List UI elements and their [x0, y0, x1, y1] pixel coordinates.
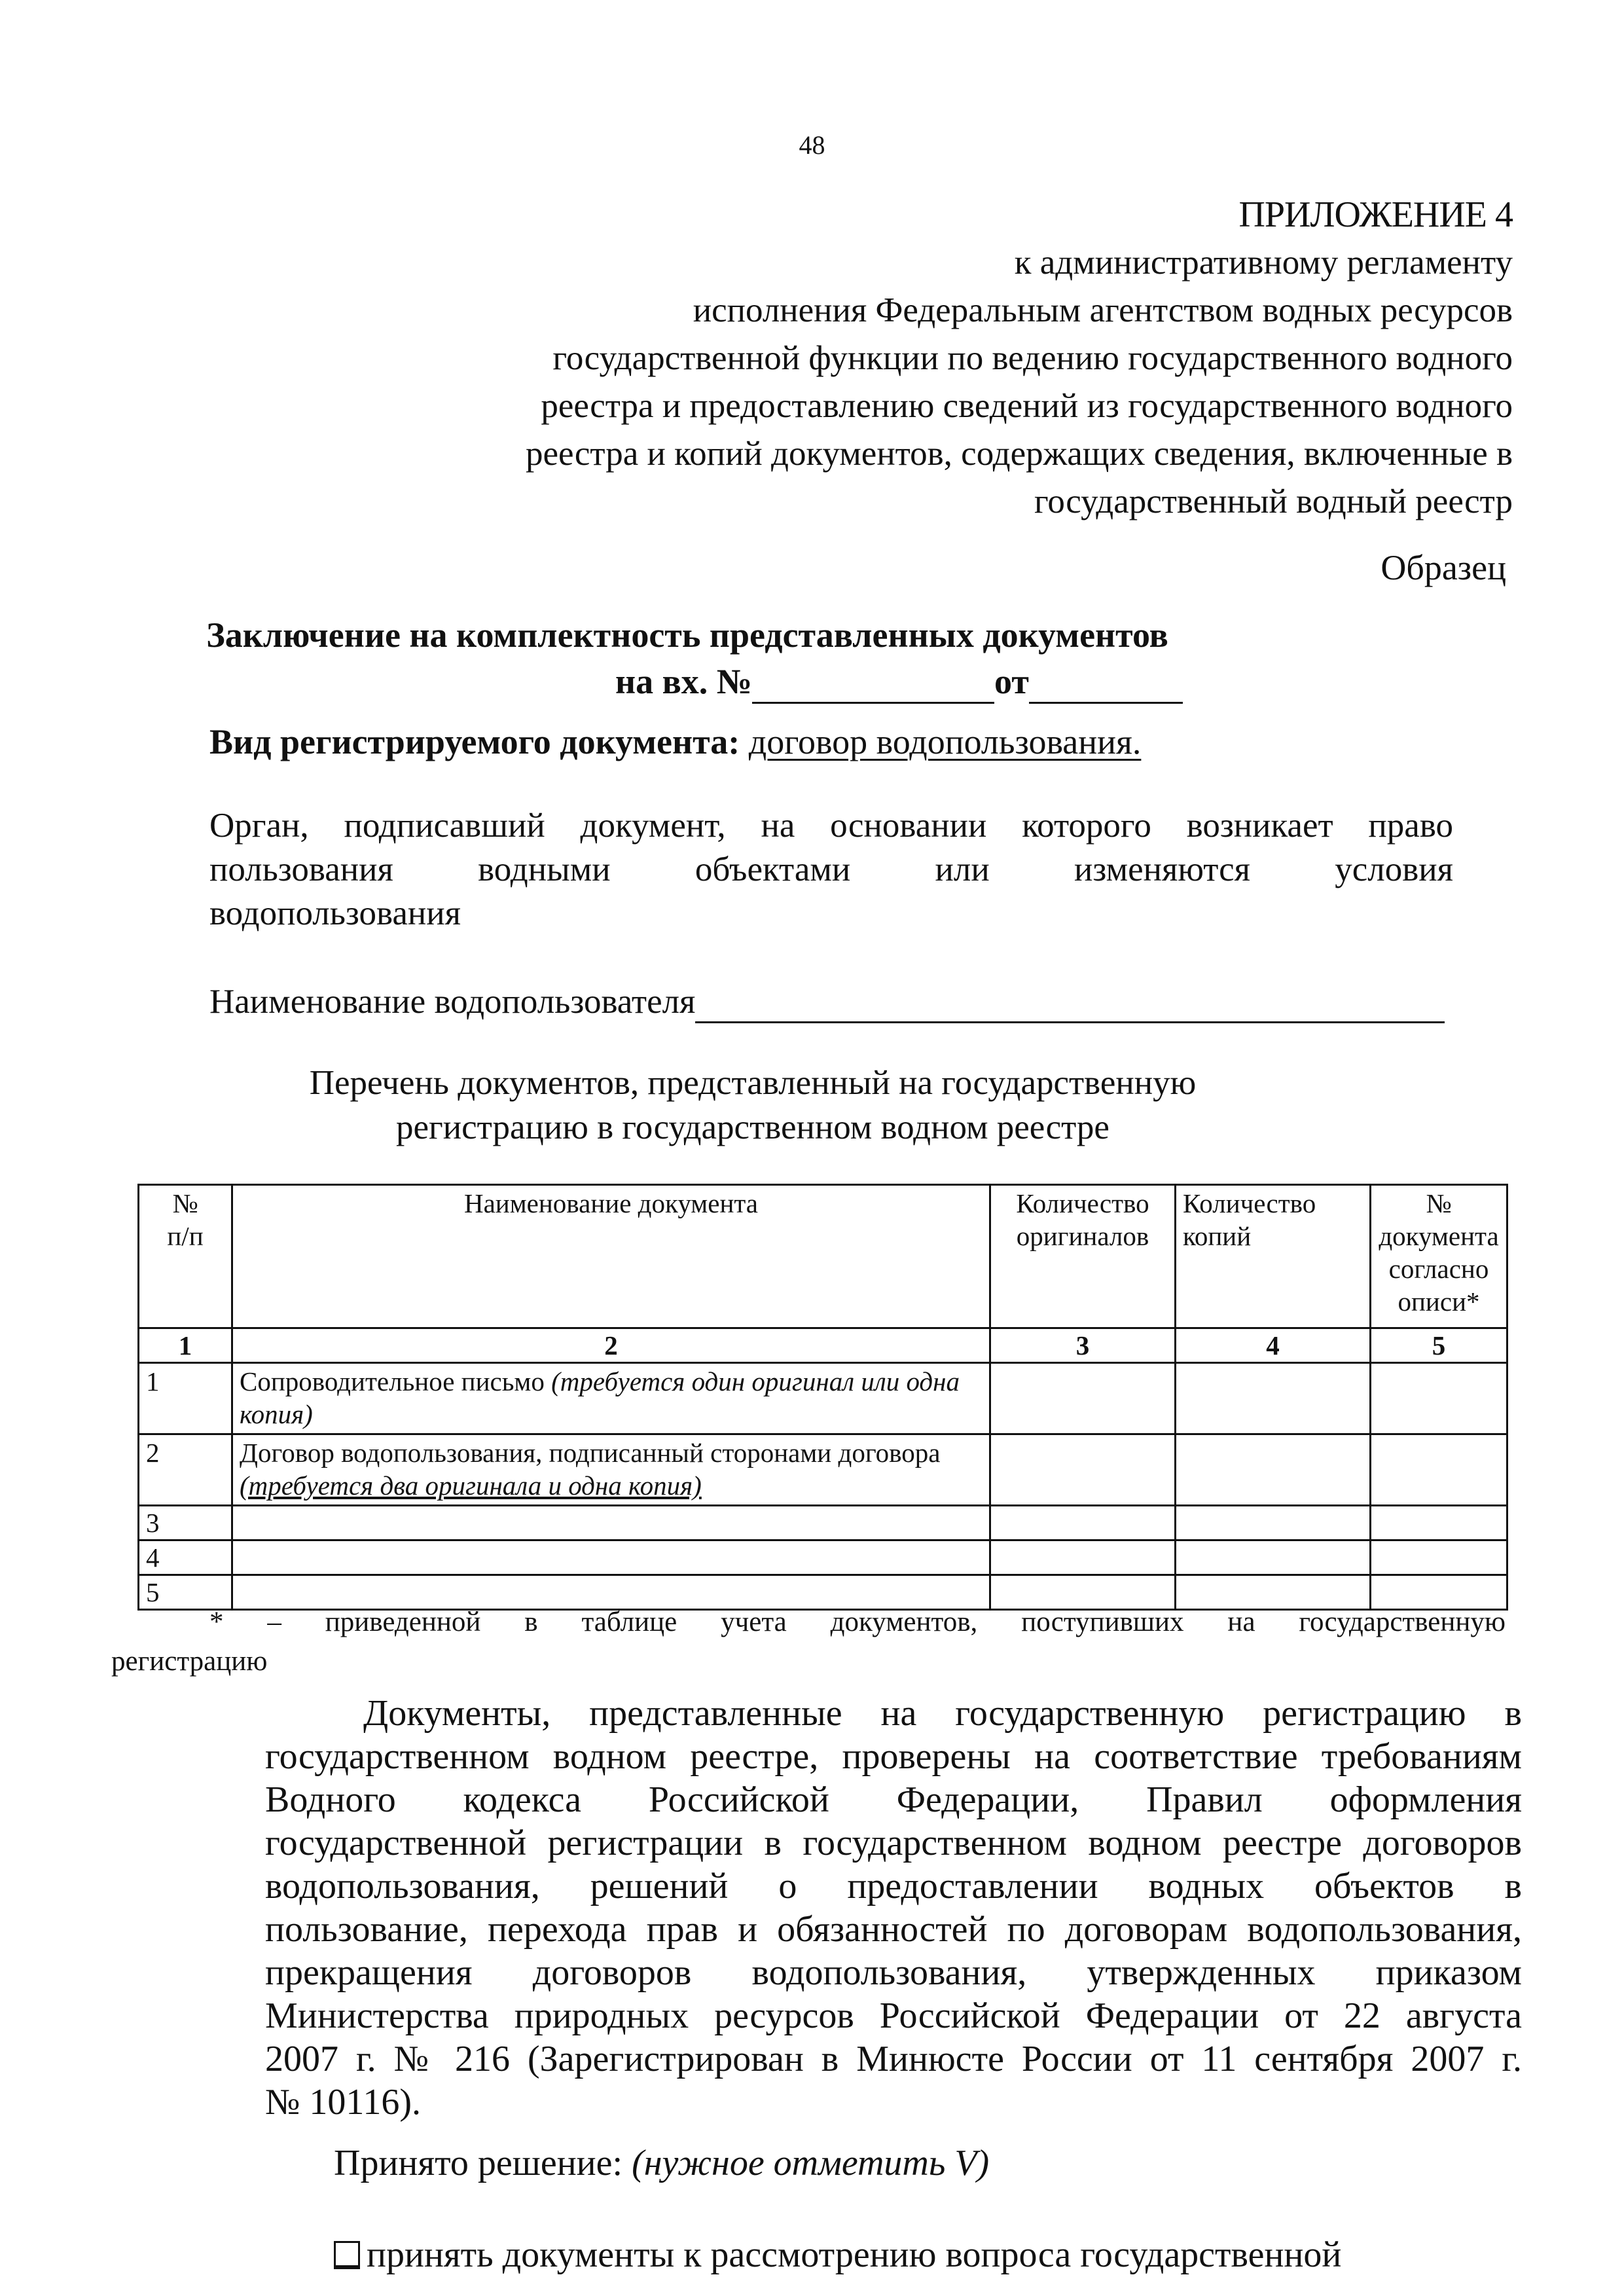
paragraph-line: пользование, перехода прав и обязанностей по договорам водопользования, — [265, 1909, 1522, 1950]
header-copies — [1176, 1185, 1371, 1328]
header-originals-line: Количество — [1016, 1188, 1149, 1218]
appendix-line: государственной функции по ведению государственного водного — [552, 339, 1513, 377]
header-doc-number-line: согласно — [1388, 1254, 1489, 1284]
header-num — [139, 1185, 232, 1328]
decision-hint: (нужное отметить V) — [632, 2143, 990, 2183]
header-name — [232, 1185, 990, 1328]
authority-line: Орган, подписавший документ, на основании которого возникает право — [209, 807, 1453, 845]
page-number: 48 — [799, 130, 825, 160]
checkbox-accept[interactable] — [334, 2241, 360, 2269]
paragraph-line: № 10116). — [265, 2082, 421, 2123]
appendix-title: ПРИЛОЖЕНИЕ 4 — [1238, 194, 1513, 235]
column-number: 4 — [1176, 1328, 1371, 1363]
water-user-line — [209, 982, 1445, 1023]
row-copies-cell[interactable] — [1176, 1506, 1371, 1540]
appendix-line: исполнения Федеральным агентством водных ресурсов — [693, 291, 1513, 329]
row-doc-number-cell[interactable] — [1371, 1434, 1507, 1506]
paragraph-line: Водного кодекса Российской Федерации, Правил оформления — [265, 1779, 1522, 1820]
row-number: 3 — [139, 1506, 232, 1540]
row-originals-cell[interactable] — [990, 1506, 1176, 1540]
appendix-header — [269, 191, 1513, 526]
row-doc-number-cell[interactable] — [1371, 1540, 1507, 1575]
conclusion-title: Заключение на комплектность представленных документов — [206, 615, 1168, 655]
sample-label: Образец — [1380, 548, 1506, 587]
column-number: 3 — [990, 1328, 1176, 1363]
list-title-line: регистрацию в государственном водном реестре — [396, 1108, 1110, 1146]
footnote-line: * – приведенной в таблице учета документов, поступивших на государственную — [209, 1607, 1506, 1637]
verification-paragraph — [265, 1692, 1522, 2124]
row-name-text: Сопроводительное письмо — [240, 1366, 545, 1396]
header-doc-number — [1371, 1185, 1507, 1328]
paragraph-line: Документы, представленные на государственную регистрацию в — [363, 1693, 1522, 1734]
doc-type-label: Вид регистрируемого документа: — [209, 722, 740, 761]
row-number: 5 — [139, 1575, 232, 1610]
row-note: (требуется два оригинала и одна копия) — [240, 1470, 702, 1501]
table-column-numbers-row — [139, 1328, 1507, 1363]
header-doc-number-line: описи* — [1398, 1286, 1480, 1317]
column-number: 5 — [1371, 1328, 1507, 1363]
paragraph-line: государственной регистрации в государственном водном реестре договоров — [265, 1823, 1522, 1863]
list-title-line: Перечень документов, представленный на государственную — [309, 1064, 1197, 1102]
decision-label: Принято решение: — [334, 2143, 623, 2183]
row-number: 4 — [139, 1540, 232, 1575]
authority-paragraph — [209, 804, 1453, 936]
row-doc-number-cell[interactable] — [1371, 1363, 1507, 1434]
header-doc-number-line: № — [1426, 1188, 1452, 1218]
paragraph-line: Министерства природных ресурсов Российской Федерации от 22 августа — [265, 1995, 1522, 2036]
water-user-label: Наименование водопользователя — [209, 983, 696, 1021]
doc-type-value: договор водопользования. — [748, 722, 1142, 761]
row-copies-cell[interactable] — [1176, 1540, 1371, 1575]
paragraph-line: 2007 г. № 216 (Зарегистрирован в Минюсте России от 11 сентября 2007 г. — [265, 2039, 1522, 2079]
table-footnote — [111, 1603, 1506, 1681]
authority-line: пользования водными объектами или изменяются условия — [209, 850, 1453, 888]
row-name-text: Договор водопользования, подписанный сторонами договора — [240, 1438, 941, 1468]
table-row — [139, 1540, 1507, 1575]
row-doc-number-cell[interactable] — [1371, 1506, 1507, 1540]
incoming-date-blank[interactable] — [1029, 661, 1183, 704]
table-row — [139, 1506, 1507, 1540]
header-num-line: № — [172, 1188, 198, 1218]
header-originals — [990, 1185, 1176, 1328]
doc-type-line — [209, 721, 1141, 762]
row-document-name[interactable] — [232, 1506, 990, 1540]
paragraph-line: прекращения договоров водопользования, утвержденных приказом — [265, 1952, 1522, 1993]
footnote-line: регистрацию — [111, 1646, 268, 1677]
header-doc-number-line: документа — [1379, 1221, 1499, 1251]
authority-line: водопользования — [209, 894, 461, 932]
incoming-number-line — [615, 661, 1183, 704]
document-list-title — [229, 1061, 1276, 1150]
paragraph-line: водопользования, решений о предоставлении водных объектов в — [265, 1866, 1522, 1906]
row-originals-cell[interactable] — [990, 1363, 1176, 1434]
header-copies-line: Количество — [1183, 1188, 1316, 1218]
row-document-name — [232, 1434, 990, 1506]
table-header-row — [139, 1185, 1507, 1328]
row-note: (требуется один оригинал или одна копия) — [240, 1366, 960, 1429]
option-accept-label: принять документы к рассмотрению вопроса государственной — [367, 2234, 1342, 2275]
row-copies-cell[interactable] — [1176, 1434, 1371, 1506]
appendix-line: государственный водный реестр — [1034, 483, 1513, 520]
row-copies-cell[interactable] — [1176, 1363, 1371, 1434]
appendix-line: реестра и предоставлению сведений из государственного водного — [541, 387, 1513, 425]
header-num-line: п/п — [167, 1221, 204, 1251]
appendix-line: к административному регламенту — [1014, 244, 1513, 282]
water-user-blank[interactable] — [695, 982, 1445, 1023]
row-number: 2 — [139, 1434, 232, 1506]
column-number: 2 — [232, 1328, 990, 1363]
header-originals-line: оригиналов — [1016, 1221, 1149, 1251]
row-document-name — [232, 1363, 990, 1434]
header-copies-line: копий — [1183, 1221, 1252, 1251]
incoming-number-blank[interactable] — [752, 661, 994, 704]
row-number: 1 — [139, 1363, 232, 1434]
column-number: 1 — [139, 1328, 232, 1363]
table-row — [139, 1363, 1507, 1434]
table-row — [139, 1434, 1507, 1506]
row-originals-cell[interactable] — [990, 1434, 1176, 1506]
incoming-prefix: на вх. № — [615, 662, 753, 701]
option-accept — [334, 2234, 1341, 2276]
row-document-name[interactable] — [232, 1540, 990, 1575]
row-originals-cell[interactable] — [990, 1540, 1176, 1575]
header-name-text: Наименование документа — [463, 1188, 759, 1218]
paragraph-line: государственном водном реестре, проверены на соответствие требованиям — [265, 1736, 1522, 1777]
incoming-from: от — [994, 662, 1029, 701]
documents-table — [137, 1184, 1508, 1611]
appendix-line: реестра и копий документов, содержащих сведения, включенные в — [526, 435, 1513, 473]
decision-line — [334, 2142, 989, 2184]
